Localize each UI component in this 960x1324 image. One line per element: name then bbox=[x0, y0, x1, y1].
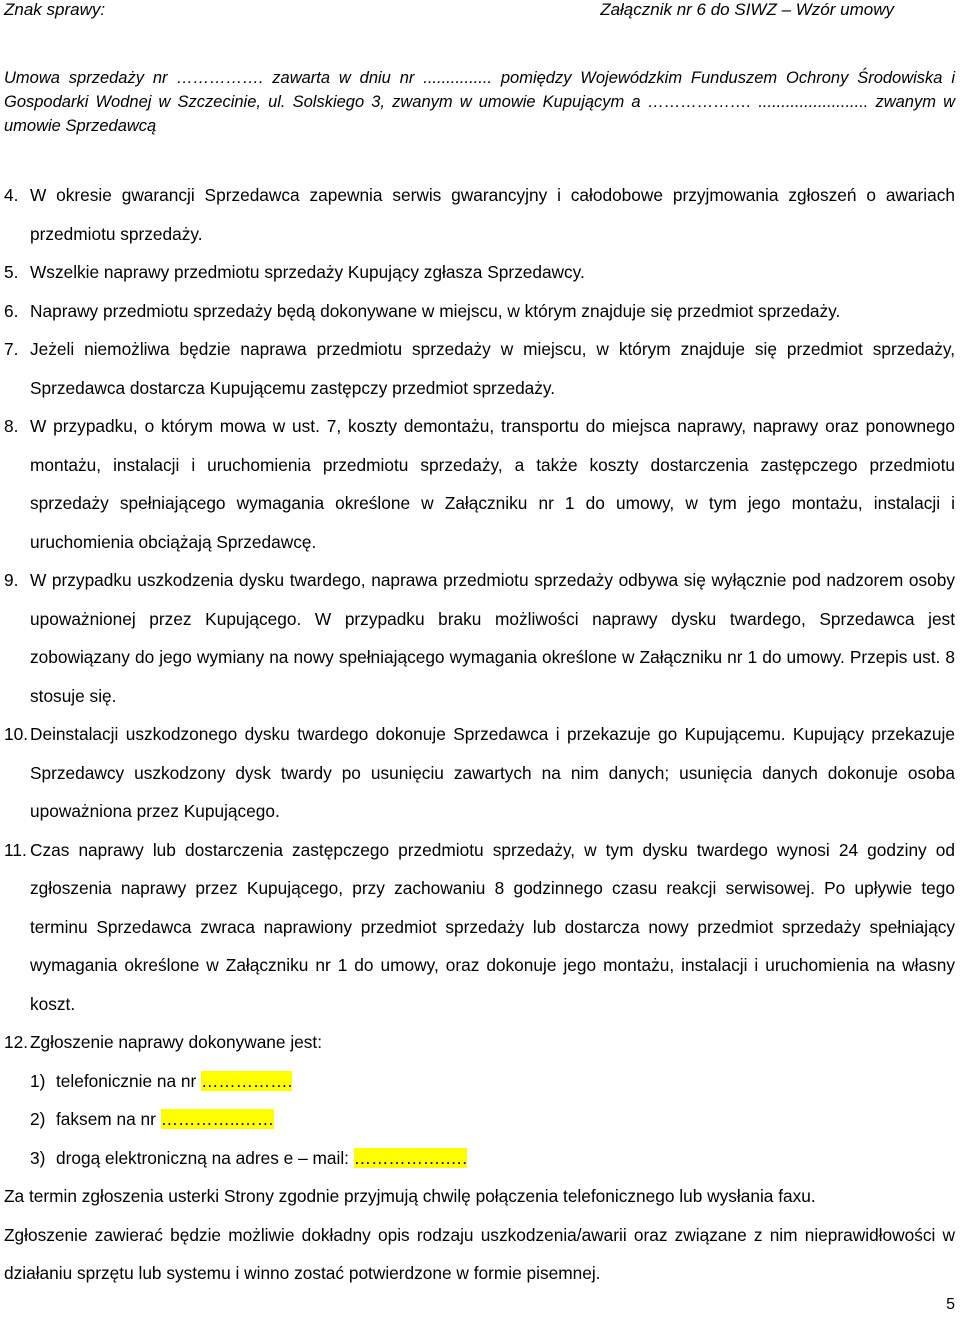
item-number: 5. bbox=[4, 262, 19, 282]
item-text: Czas naprawy lub dostarczenia zastępczego przedmiotu sprzedaży, w tym dysku twardego wynosi 24 godziny od zgłoszenia naprawy przez Kupującego, przy zachowaniu 8 godzinnego czasu reakcji serwisowej. Po upływie tego terminu Sprzedawca zwraca naprawiony przedmiot sprzedaży lub dostarcza nowy przedmiot sprzedaży spełniający wymagania określone w Załączniku nr 1 do umowy, oraz dokonuje jego montażu, instalacji i uruchomienia na własny koszt. bbox=[30, 839, 955, 1014]
item-text: telefonicznie na nr bbox=[56, 1070, 202, 1091]
item-number: 12. bbox=[4, 1032, 29, 1052]
item-text: W przypadku uszkodzenia dysku twardego, naprawa przedmiotu sprzedaży odbywa się wyłącznie pod nadzorem osoby upoważnionej przez Kupującego. W przypadku braku możliwości naprawy dysku twardego, Sprzedawca jest zobowiązany do jego wymiany na nowy spełniającego wymagania określone w Załączniku nr 1 do umowy. Przepis ust. 8 stosuje się. bbox=[30, 570, 955, 706]
page-number: 5 bbox=[946, 1296, 955, 1313]
contact-method-fax bbox=[30, 1100, 955, 1139]
item-number: 11. bbox=[4, 839, 27, 860]
item-text: Wszelkie naprawy przedmiotu sprzedaży Kupujący zgłasza Sprzedawcy. bbox=[30, 262, 585, 282]
case-number-label: Znak sprawy: bbox=[4, 0, 106, 19]
list-item bbox=[4, 330, 955, 407]
contact-method-phone bbox=[30, 1062, 955, 1101]
item-text: W okresie gwarancji Sprzedawca zapewnia serwis gwarancyjny i całodobowe przyjmowania zgłoszeń o awariach przedmiotu sprzedaży. bbox=[30, 185, 955, 244]
document-body bbox=[4, 176, 955, 1293]
item-text: Zgłoszenie naprawy dokonywane jest: bbox=[30, 1032, 323, 1052]
item-number: 4. bbox=[4, 185, 19, 205]
closing-paragraph: Za termin zgłoszenia usterki Strony zgodnie przyjmują chwilę połączenia telefonicznego lub wysłania faxu. bbox=[4, 1186, 816, 1206]
contract-intro: Umowa sprzedaży nr ……………. zawarta w dniu nr ............... pomiędzy Wojewódzkim Funduszem Ochrony Środowiska i Gospodarki Wodnej w Szczecinie, ul. Solskiego 3, zwanym w umowie Kupującym a ………………. ........................ zwanym w umowie Sprzedawcą bbox=[4, 69, 955, 135]
page-header bbox=[0, 0, 960, 22]
list-item bbox=[4, 831, 955, 1024]
item-number: 7. bbox=[4, 339, 19, 359]
item-text: drogą elektroniczną na adres e – mail: bbox=[56, 1147, 354, 1168]
item-text: faksem na nr bbox=[56, 1109, 161, 1129]
phone-placeholder: ……………. bbox=[201, 1070, 293, 1091]
item-number: 9. bbox=[4, 570, 19, 590]
attachment-label: Załącznik nr 6 do SIWZ – Wzór umowy bbox=[600, 0, 894, 19]
email-placeholder: …………….…. bbox=[353, 1147, 468, 1168]
contact-method-email bbox=[30, 1139, 955, 1178]
item-text: Jeżeli niemożliwa będzie naprawa przedmiotu sprzedaży w miejscu, w którym znajduje się przedmiot sprzedaży, Sprzedawca dostarcza Kupującemu zastępczy przedmiot sprzedaży. bbox=[30, 339, 955, 398]
list-item bbox=[4, 176, 955, 253]
list-item bbox=[4, 561, 955, 715]
item-number: 6. bbox=[4, 300, 19, 321]
item-number: 2) bbox=[30, 1109, 46, 1129]
item-text: W przypadku, o którym mowa w ust. 7, koszty demontażu, transportu do miejsca naprawy, naprawy oraz ponownego montażu, instalacji i uruchomienia przedmiotu sprzedaży, a także koszty dostarczenia zastępczego przedmiotu sprzedaży spełniającego wymagania określone w Załączniku nr 1 do umowy, w tym jego montażu, instalacji i uruchomienia obciążają Sprzedawcę. bbox=[30, 416, 955, 552]
item-number: 8. bbox=[4, 416, 19, 436]
item-text: Deinstalacji uszkodzonego dysku twardego dokonuje Sprzedawca i przekazuje go Kupującemu. Kupujący przekazuje Sprzedawcy uszkodzony dysk twardy po usunięciu zawartych na nim danych; usunięcia danych dokonuje osoba upoważniona przez Kupującego. bbox=[30, 724, 955, 821]
item-number: 3) bbox=[30, 1147, 46, 1168]
list-item bbox=[4, 715, 955, 831]
list-item bbox=[4, 253, 955, 292]
closing-paragraph: Zgłoszenie zawierać będzie możliwie dokładny opis rodzaju uszkodzenia/awarii oraz związane z nim nieprawidłowości w działaniu sprzętu lub systemu i winno zostać potwierdzone w formie pisemnej. bbox=[4, 1224, 955, 1283]
contact-methods-list bbox=[4, 1062, 955, 1178]
item-number: 10. bbox=[4, 724, 29, 744]
list-item bbox=[4, 1023, 955, 1062]
list-item bbox=[4, 407, 955, 561]
item-text: Naprawy przedmiotu sprzedaży będą dokonywane w miejscu, w którym znajduje się przedmiot sprzedaży. bbox=[30, 300, 841, 321]
fax-placeholder: …………..…… bbox=[160, 1109, 274, 1129]
item-number: 1) bbox=[30, 1070, 46, 1091]
list-item bbox=[4, 292, 955, 331]
